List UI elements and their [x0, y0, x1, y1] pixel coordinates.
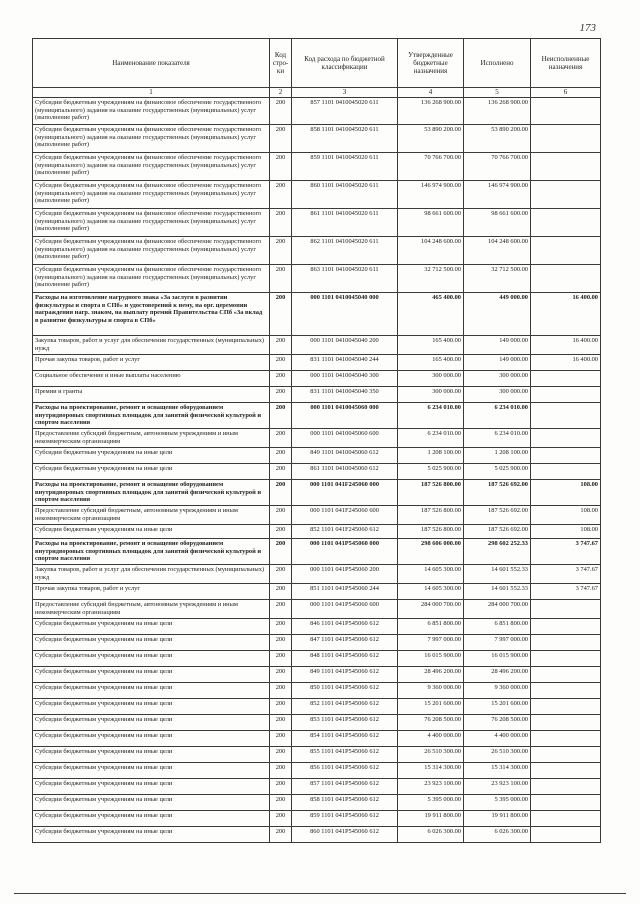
row-code-cell: 200	[270, 125, 292, 153]
table-row	[33, 827, 601, 843]
row-approved-cell: 187 526 800.00	[398, 506, 464, 525]
row-name-cell: Расходы на проектирование, ремонт и оснащение оборудованием внутридворовых спортивных площадок для занятий физической культурой и спортом населения	[33, 539, 270, 565]
row-executed-cell: 300 000.00	[464, 387, 531, 403]
row-unexecuted-cell	[531, 619, 601, 635]
row-name-cell: Субсидии бюджетным учреждениям на финансовое обеспечение государственного (муниципального) задания на оказание государственных (муниципальных) услуг (выполнение работ)	[33, 181, 270, 209]
row-code-cell: 200	[270, 265, 292, 293]
table-row	[33, 651, 601, 667]
row-unexecuted-cell	[531, 779, 601, 795]
table-row	[33, 181, 601, 209]
page-number: 173	[579, 22, 596, 34]
row-classification-cell: 861 1101 0410045020 611	[292, 209, 398, 237]
row-name-cell: Субсидии бюджетным учреждениям на иные цели	[33, 779, 270, 795]
row-classification-cell: 846 1101 041P545060 612	[292, 619, 398, 635]
row-executed-cell: 9 360 000.00	[464, 683, 531, 699]
column-number: 3	[292, 88, 398, 98]
row-executed-cell: 149 000.00	[464, 355, 531, 371]
row-executed-cell: 5 395 000.00	[464, 795, 531, 811]
row-classification-cell: 858 1101 0410045020 611	[292, 125, 398, 153]
row-name-cell: Расходы на проектирование, ремонт и оснащение оборудованием внутридворовых спортивных площадок для занятий физической культурой и спортом населения	[33, 480, 270, 506]
header-approved: Утвержденные бюджетные назначения	[398, 39, 464, 88]
row-classification-cell: 859 1101 041P545060 612	[292, 811, 398, 827]
row-unexecuted-cell: 16 400.00	[531, 336, 601, 355]
table-row	[33, 293, 601, 336]
row-name-cell: Социальное обеспечение и иные выплаты населению	[33, 371, 270, 387]
table-row	[33, 747, 601, 763]
row-executed-cell: 284 000 700.00	[464, 600, 531, 619]
row-unexecuted-cell: 108.00	[531, 480, 601, 506]
row-classification-cell: 000 1101 041F245060 600	[292, 506, 398, 525]
row-code-cell: 200	[270, 355, 292, 371]
column-number: 5	[464, 88, 531, 98]
table-row	[33, 699, 601, 715]
row-approved-cell: 70 766 700.00	[398, 153, 464, 181]
row-code-cell: 200	[270, 763, 292, 779]
row-classification-cell: 857 1101 0410045020 611	[292, 98, 398, 125]
table-row	[33, 779, 601, 795]
table-row	[33, 811, 601, 827]
row-code-cell: 200	[270, 506, 292, 525]
row-unexecuted-cell: 16 400.00	[531, 355, 601, 371]
row-unexecuted-cell: 16 400.00	[531, 293, 601, 336]
row-unexecuted-cell	[531, 125, 601, 153]
row-name-cell: Расходы на проектирование, ремонт и оснащение оборудованием внутридворовых спортивных площадок для занятий физической культурой и спортом населения	[33, 403, 270, 429]
row-approved-cell: 6 234 010.00	[398, 403, 464, 429]
row-unexecuted-cell	[531, 464, 601, 480]
table-row	[33, 480, 601, 506]
row-name-cell: Субсидии бюджетным учреждениям на финансовое обеспечение государственного (муниципального) задания на оказание государственных (муниципальных) услуг (выполнение работ)	[33, 209, 270, 237]
row-unexecuted-cell	[531, 153, 601, 181]
row-unexecuted-cell	[531, 731, 601, 747]
row-code-cell: 200	[270, 448, 292, 464]
row-executed-cell: 23 923 100.00	[464, 779, 531, 795]
column-number-row	[33, 88, 601, 98]
row-name-cell: Субсидии бюджетным учреждениям на иные цели	[33, 827, 270, 843]
table-row	[33, 715, 601, 731]
row-classification-cell: 847 1101 041P545060 612	[292, 635, 398, 651]
row-executed-cell: 26 510 300.00	[464, 747, 531, 763]
row-name-cell: Предоставление субсидий бюджетным, автономным учреждениям и иным некоммерческим организациям	[33, 600, 270, 619]
row-code-cell: 200	[270, 584, 292, 600]
row-executed-cell: 6 851 800.00	[464, 619, 531, 635]
table-row	[33, 635, 601, 651]
row-name-cell: Прочая закупка товаров, работ и услуг	[33, 584, 270, 600]
row-classification-cell: 000 1101 0410045060 600	[292, 429, 398, 448]
row-approved-cell: 284 000 700.00	[398, 600, 464, 619]
table-row	[33, 153, 601, 181]
row-classification-cell: 859 1101 0410045020 611	[292, 153, 398, 181]
row-classification-cell: 857 1101 041P545060 612	[292, 779, 398, 795]
table-row	[33, 667, 601, 683]
row-code-cell: 200	[270, 209, 292, 237]
row-approved-cell: 53 890 200.00	[398, 125, 464, 153]
row-approved-cell: 16 015 900.00	[398, 651, 464, 667]
row-executed-cell: 6 234 010.00	[464, 429, 531, 448]
row-name-cell: Субсидии бюджетным учреждениям на иные цели	[33, 667, 270, 683]
row-executed-cell: 7 997 000.00	[464, 635, 531, 651]
row-approved-cell: 104 248 600.00	[398, 237, 464, 265]
table-row	[33, 506, 601, 525]
row-name-cell: Премии и гранты	[33, 387, 270, 403]
header-executed: Исполнено	[464, 39, 531, 88]
header-name: Наименование показателя	[33, 39, 270, 88]
row-classification-cell: 861 1101 0410045060 612	[292, 464, 398, 480]
row-classification-cell: 000 1101 041P545060 000	[292, 539, 398, 565]
column-number: 1	[33, 88, 270, 98]
row-code-cell: 200	[270, 464, 292, 480]
row-code-cell: 200	[270, 98, 292, 125]
row-name-cell: Субсидии бюджетным учреждениям на иные цели	[33, 715, 270, 731]
row-classification-cell: 849 1101 041P545060 612	[292, 667, 398, 683]
row-approved-cell: 26 510 300.00	[398, 747, 464, 763]
row-approved-cell: 465 400.00	[398, 293, 464, 336]
row-classification-cell: 000 1101 0410045040 000	[292, 293, 398, 336]
row-executed-cell: 14 601 552.33	[464, 584, 531, 600]
row-name-cell: Субсидии бюджетным учреждениям на финансовое обеспечение государственного (муниципального) задания на оказание государственных (муниципальных) услуг (выполнение работ)	[33, 98, 270, 125]
row-code-cell: 200	[270, 565, 292, 584]
row-approved-cell: 9 360 000.00	[398, 683, 464, 699]
row-unexecuted-cell	[531, 403, 601, 429]
table-row	[33, 448, 601, 464]
row-code-cell: 200	[270, 699, 292, 715]
table-row	[33, 584, 601, 600]
budget-execution-table	[32, 38, 601, 843]
row-name-cell: Прочая закупка товаров, работ и услуг	[33, 355, 270, 371]
row-code-cell: 200	[270, 293, 292, 336]
row-name-cell: Субсидии бюджетным учреждениям на иные цели	[33, 448, 270, 464]
row-classification-cell: 000 1101 0410045040 200	[292, 336, 398, 355]
row-code-cell: 200	[270, 336, 292, 355]
table-row	[33, 539, 601, 565]
row-classification-cell: 850 1101 041P545060 612	[292, 683, 398, 699]
table-row	[33, 237, 601, 265]
row-approved-cell: 187 526 800.00	[398, 480, 464, 506]
table-row	[33, 125, 601, 153]
row-executed-cell: 6 234 010.00	[464, 403, 531, 429]
row-code-cell: 200	[270, 827, 292, 843]
row-code-cell: 200	[270, 600, 292, 619]
table-row	[33, 600, 601, 619]
row-unexecuted-cell: 3 747.67	[531, 539, 601, 565]
row-classification-cell: 854 1101 041P545060 612	[292, 731, 398, 747]
row-unexecuted-cell: 108.00	[531, 525, 601, 539]
row-executed-cell: 187 526 692.00	[464, 480, 531, 506]
row-approved-cell: 32 712 500.00	[398, 265, 464, 293]
table-row	[33, 98, 601, 125]
row-approved-cell: 187 526 800.00	[398, 525, 464, 539]
row-unexecuted-cell	[531, 795, 601, 811]
row-unexecuted-cell	[531, 98, 601, 125]
row-name-cell: Субсидии бюджетным учреждениям на иные цели	[33, 699, 270, 715]
row-executed-cell: 4 400 000.00	[464, 731, 531, 747]
row-executed-cell: 149 000.00	[464, 336, 531, 355]
row-name-cell: Закупка товаров, работ и услуг для обеспечения государственных (муниципальных) нужд	[33, 336, 270, 355]
row-name-cell: Расходы на изготовление нагрудного знака «За заслуги в развитии физкультуры и спорта в СПб» и удостоверений к нему, на орг. церемонии награждения нагр. знаком, на выплату премий Правительства СПб «За вклад в развитие физкультуры и спорта в СПб»	[33, 293, 270, 336]
row-classification-cell: 855 1101 041P545060 612	[292, 747, 398, 763]
row-unexecuted-cell	[531, 387, 601, 403]
row-approved-cell: 76 208 500.00	[398, 715, 464, 731]
table-row	[33, 371, 601, 387]
row-unexecuted-cell	[531, 237, 601, 265]
row-code-cell: 200	[270, 731, 292, 747]
row-unexecuted-cell	[531, 265, 601, 293]
row-executed-cell: 70 766 700.00	[464, 153, 531, 181]
row-executed-cell: 5 025 900.00	[464, 464, 531, 480]
row-classification-cell: 852 1101 041F245060 612	[292, 525, 398, 539]
row-classification-cell: 000 1101 0410045040 300	[292, 371, 398, 387]
row-unexecuted-cell	[531, 635, 601, 651]
row-unexecuted-cell	[531, 667, 601, 683]
row-approved-cell: 298 606 000.00	[398, 539, 464, 565]
table-row	[33, 795, 601, 811]
row-executed-cell: 104 248 600.00	[464, 237, 531, 265]
row-executed-cell: 146 974 900.00	[464, 181, 531, 209]
row-approved-cell: 6 851 800.00	[398, 619, 464, 635]
row-name-cell: Субсидии бюджетным учреждениям на иные цели	[33, 619, 270, 635]
table-row	[33, 525, 601, 539]
row-executed-cell: 187 526 692.00	[464, 506, 531, 525]
row-unexecuted-cell: 3 747.67	[531, 565, 601, 584]
row-code-cell: 200	[270, 371, 292, 387]
row-approved-cell: 15 314 300.00	[398, 763, 464, 779]
table-row	[33, 429, 601, 448]
table-row	[33, 619, 601, 635]
header-classification: Код расхода по бюджетной классификации	[292, 39, 398, 88]
row-name-cell: Предоставление субсидий бюджетным, автономным учреждениям и иным некоммерческим организациям	[33, 506, 270, 525]
row-classification-cell: 860 1101 0410045020 611	[292, 181, 398, 209]
row-executed-cell: 32 712 500.00	[464, 265, 531, 293]
row-approved-cell: 7 997 000.00	[398, 635, 464, 651]
row-unexecuted-cell	[531, 600, 601, 619]
row-approved-cell: 300 000.00	[398, 387, 464, 403]
row-code-cell: 200	[270, 237, 292, 265]
table-row	[33, 763, 601, 779]
row-code-cell: 200	[270, 795, 292, 811]
row-approved-cell: 98 661 600.00	[398, 209, 464, 237]
row-executed-cell: 298 602 252.33	[464, 539, 531, 565]
row-unexecuted-cell	[531, 371, 601, 387]
row-unexecuted-cell	[531, 827, 601, 843]
table-row	[33, 387, 601, 403]
row-classification-cell: 848 1101 041P545060 612	[292, 651, 398, 667]
row-approved-cell: 19 911 800.00	[398, 811, 464, 827]
row-unexecuted-cell	[531, 763, 601, 779]
row-code-cell: 200	[270, 539, 292, 565]
row-name-cell: Субсидии бюджетным учреждениям на иные цели	[33, 747, 270, 763]
row-name-cell: Субсидии бюджетным учреждениям на финансовое обеспечение государственного (муниципального) задания на оказание государственных (муниципальных) услуг (выполнение работ)	[33, 153, 270, 181]
row-classification-cell: 000 1101 041F245060 000	[292, 480, 398, 506]
row-code-cell: 200	[270, 715, 292, 731]
row-classification-cell: 831 1101 0410045040 350	[292, 387, 398, 403]
table-row	[33, 336, 601, 355]
row-executed-cell: 16 015 900.00	[464, 651, 531, 667]
row-approved-cell: 4 400 000.00	[398, 731, 464, 747]
row-classification-cell: 853 1101 041P545060 612	[292, 715, 398, 731]
row-code-cell: 200	[270, 429, 292, 448]
row-unexecuted-cell	[531, 747, 601, 763]
row-approved-cell: 165 400.00	[398, 355, 464, 371]
row-unexecuted-cell: 3 747.67	[531, 584, 601, 600]
table-row	[33, 403, 601, 429]
row-code-cell: 200	[270, 779, 292, 795]
row-name-cell: Субсидии бюджетным учреждениям на иные цели	[33, 763, 270, 779]
row-approved-cell: 14 605 300.00	[398, 565, 464, 584]
table-row	[33, 565, 601, 584]
row-code-cell: 200	[270, 651, 292, 667]
row-executed-cell: 76 208 500.00	[464, 715, 531, 731]
row-classification-cell: 831 1101 0410045040 244	[292, 355, 398, 371]
row-code-cell: 200	[270, 811, 292, 827]
row-unexecuted-cell	[531, 683, 601, 699]
header-code: Код стро-ки	[270, 39, 292, 88]
row-name-cell: Субсидии бюджетным учреждениям на иные цели	[33, 795, 270, 811]
row-code-cell: 200	[270, 153, 292, 181]
row-approved-cell: 165 400.00	[398, 336, 464, 355]
row-code-cell: 200	[270, 181, 292, 209]
row-name-cell: Предоставление субсидий бюджетным, автономным учреждениям и иным некоммерческим организациям	[33, 429, 270, 448]
row-approved-cell: 5 395 000.00	[398, 795, 464, 811]
row-code-cell: 200	[270, 667, 292, 683]
row-code-cell: 200	[270, 480, 292, 506]
row-executed-cell: 449 000.00	[464, 293, 531, 336]
row-classification-cell: 863 1101 0410045020 611	[292, 265, 398, 293]
row-code-cell: 200	[270, 635, 292, 651]
row-approved-cell: 6 026 300.00	[398, 827, 464, 843]
row-approved-cell: 15 201 600.00	[398, 699, 464, 715]
row-unexecuted-cell	[531, 181, 601, 209]
row-approved-cell: 136 268 900.00	[398, 98, 464, 125]
row-classification-cell: 856 1101 041P545060 612	[292, 763, 398, 779]
row-classification-cell: 849 1101 0410045060 612	[292, 448, 398, 464]
row-executed-cell: 6 026 300.00	[464, 827, 531, 843]
row-classification-cell: 000 1101 041P545060 200	[292, 565, 398, 584]
row-executed-cell: 136 268 900.00	[464, 98, 531, 125]
table-row	[33, 464, 601, 480]
row-name-cell: Субсидии бюджетным учреждениям на финансовое обеспечение государственного (муниципального) задания на оказание государственных (муниципальных) услуг (выполнение работ)	[33, 265, 270, 293]
column-number: 6	[531, 88, 601, 98]
row-name-cell: Субсидии бюджетным учреждениям на иные цели	[33, 731, 270, 747]
row-classification-cell: 000 1101 041P545060 600	[292, 600, 398, 619]
row-executed-cell: 98 661 600.00	[464, 209, 531, 237]
table-row	[33, 209, 601, 237]
row-classification-cell: 860 1101 041P545060 612	[292, 827, 398, 843]
row-code-cell: 200	[270, 683, 292, 699]
row-name-cell: Субсидии бюджетным учреждениям на иные цели	[33, 525, 270, 539]
row-name-cell: Субсидии бюджетным учреждениям на финансовое обеспечение государственного (муниципального) задания на оказание государственных (муниципальных) услуг (выполнение работ)	[33, 237, 270, 265]
row-name-cell: Субсидии бюджетным учреждениям на иные цели	[33, 464, 270, 480]
row-approved-cell: 5 025 900.00	[398, 464, 464, 480]
row-unexecuted-cell	[531, 209, 601, 237]
row-classification-cell: 852 1101 041P545060 612	[292, 699, 398, 715]
row-approved-cell: 14 605 300.00	[398, 584, 464, 600]
row-executed-cell: 19 911 800.00	[464, 811, 531, 827]
row-executed-cell: 28 496 200.00	[464, 667, 531, 683]
row-name-cell: Субсидии бюджетным учреждениям на финансовое обеспечение государственного (муниципального) задания на оказание государственных (муниципальных) услуг (выполнение работ)	[33, 125, 270, 153]
table-row	[33, 355, 601, 371]
row-unexecuted-cell	[531, 448, 601, 464]
row-executed-cell: 1 208 100.00	[464, 448, 531, 464]
row-name-cell: Субсидии бюджетным учреждениям на иные цели	[33, 635, 270, 651]
column-number: 2	[270, 88, 292, 98]
row-executed-cell: 187 526 692.00	[464, 525, 531, 539]
row-executed-cell: 53 890 200.00	[464, 125, 531, 153]
row-unexecuted-cell	[531, 651, 601, 667]
row-unexecuted-cell	[531, 699, 601, 715]
row-name-cell: Субсидии бюджетным учреждениям на иные цели	[33, 683, 270, 699]
row-executed-cell: 15 314 300.00	[464, 763, 531, 779]
header-unexecuted: Неисполненные назначения	[531, 39, 601, 88]
row-code-cell: 200	[270, 747, 292, 763]
row-code-cell: 200	[270, 619, 292, 635]
row-unexecuted-cell	[531, 715, 601, 731]
row-unexecuted-cell	[531, 429, 601, 448]
row-unexecuted-cell: 108.00	[531, 506, 601, 525]
row-classification-cell: 000 1101 0410045060 000	[292, 403, 398, 429]
row-approved-cell: 23 923 100.00	[398, 779, 464, 795]
row-approved-cell: 28 496 200.00	[398, 667, 464, 683]
row-classification-cell: 862 1101 0410045020 611	[292, 237, 398, 265]
row-name-cell: Закупка товаров, работ и услуг для обеспечения государственных (муниципальных) нужд	[33, 565, 270, 584]
row-code-cell: 200	[270, 403, 292, 429]
row-approved-cell: 6 234 010.00	[398, 429, 464, 448]
table-row	[33, 683, 601, 699]
row-approved-cell: 300 000.00	[398, 371, 464, 387]
row-executed-cell: 300 000.00	[464, 371, 531, 387]
row-name-cell: Субсидии бюджетным учреждениям на иные цели	[33, 651, 270, 667]
column-number: 4	[398, 88, 464, 98]
row-approved-cell: 1 208 100.00	[398, 448, 464, 464]
row-approved-cell: 146 974 900.00	[398, 181, 464, 209]
row-executed-cell: 14 601 552.33	[464, 565, 531, 584]
table-row	[33, 731, 601, 747]
table-header-row	[33, 39, 601, 88]
row-classification-cell: 851 1101 041P545060 244	[292, 584, 398, 600]
row-code-cell: 200	[270, 525, 292, 539]
row-unexecuted-cell	[531, 811, 601, 827]
row-name-cell: Субсидии бюджетным учреждениям на иные цели	[33, 811, 270, 827]
row-classification-cell: 858 1101 041P545060 612	[292, 795, 398, 811]
page-bottom-divider	[14, 893, 626, 894]
table-row	[33, 265, 601, 293]
row-code-cell: 200	[270, 387, 292, 403]
row-executed-cell: 15 201 600.00	[464, 699, 531, 715]
